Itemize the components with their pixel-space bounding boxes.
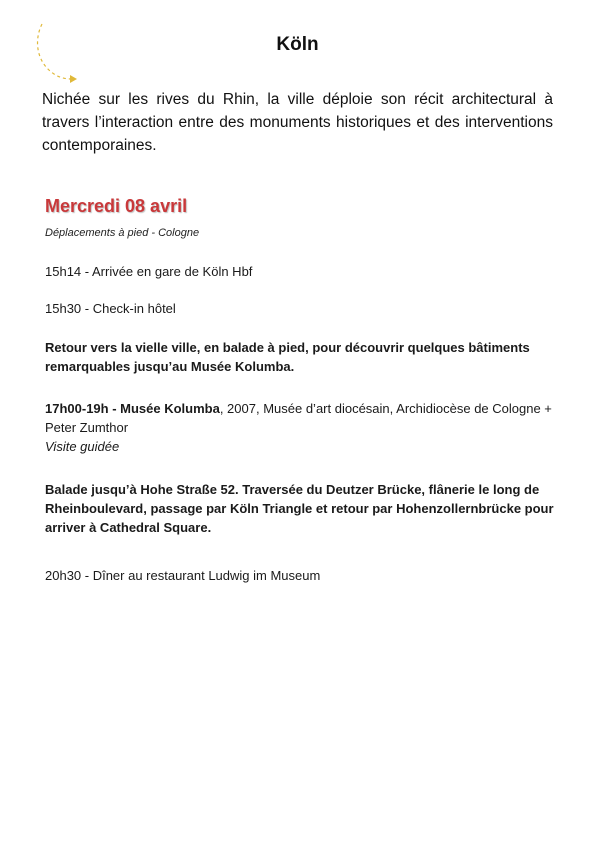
day-heading: Mercredi 08 avril xyxy=(45,196,188,216)
museum-entry xyxy=(45,399,555,456)
walk-old-town-entry: Retour vers la vielle ville, en balade à pied, pour découvrir quelques bâtiments remarquables jusqu’au Musée Kolumba. xyxy=(45,340,530,374)
intro-paragraph: Nichée sur les rives du Rhin, la ville déploie son récit architectural à travers l’interaction entre des monuments historiques et des interventions contemporaines. xyxy=(42,91,553,154)
walk-bridges-entry: Balade jusqu’à Hohe Straße 52. Traversée du Deutzer Brücke, flânerie le long de Rheinboulevard, passage par Köln Triangle et retour par Hohenzollernbrücke pour arriver à Cathedral Square. xyxy=(45,482,554,535)
museum-time: 17h00-19h - Musée Kolumba xyxy=(45,401,220,416)
museum-details: , 2007, Musée d’art diocésain, Archidiocèse de Cologne + Peter Zumthor xyxy=(45,401,552,435)
checkin-entry: 15h30 - Check-in hôtel xyxy=(45,301,176,316)
day-subtitle: Déplacements à pied - Cologne xyxy=(45,227,200,239)
museum-note: Visite guidée xyxy=(45,439,120,454)
dinner-entry: 20h30 - Dîner au restaurant Ludwig im Museum xyxy=(45,568,321,583)
page-title: Köln xyxy=(276,34,319,55)
arrival-entry: 15h14 - Arrivée en gare de Köln Hbf xyxy=(45,264,253,279)
